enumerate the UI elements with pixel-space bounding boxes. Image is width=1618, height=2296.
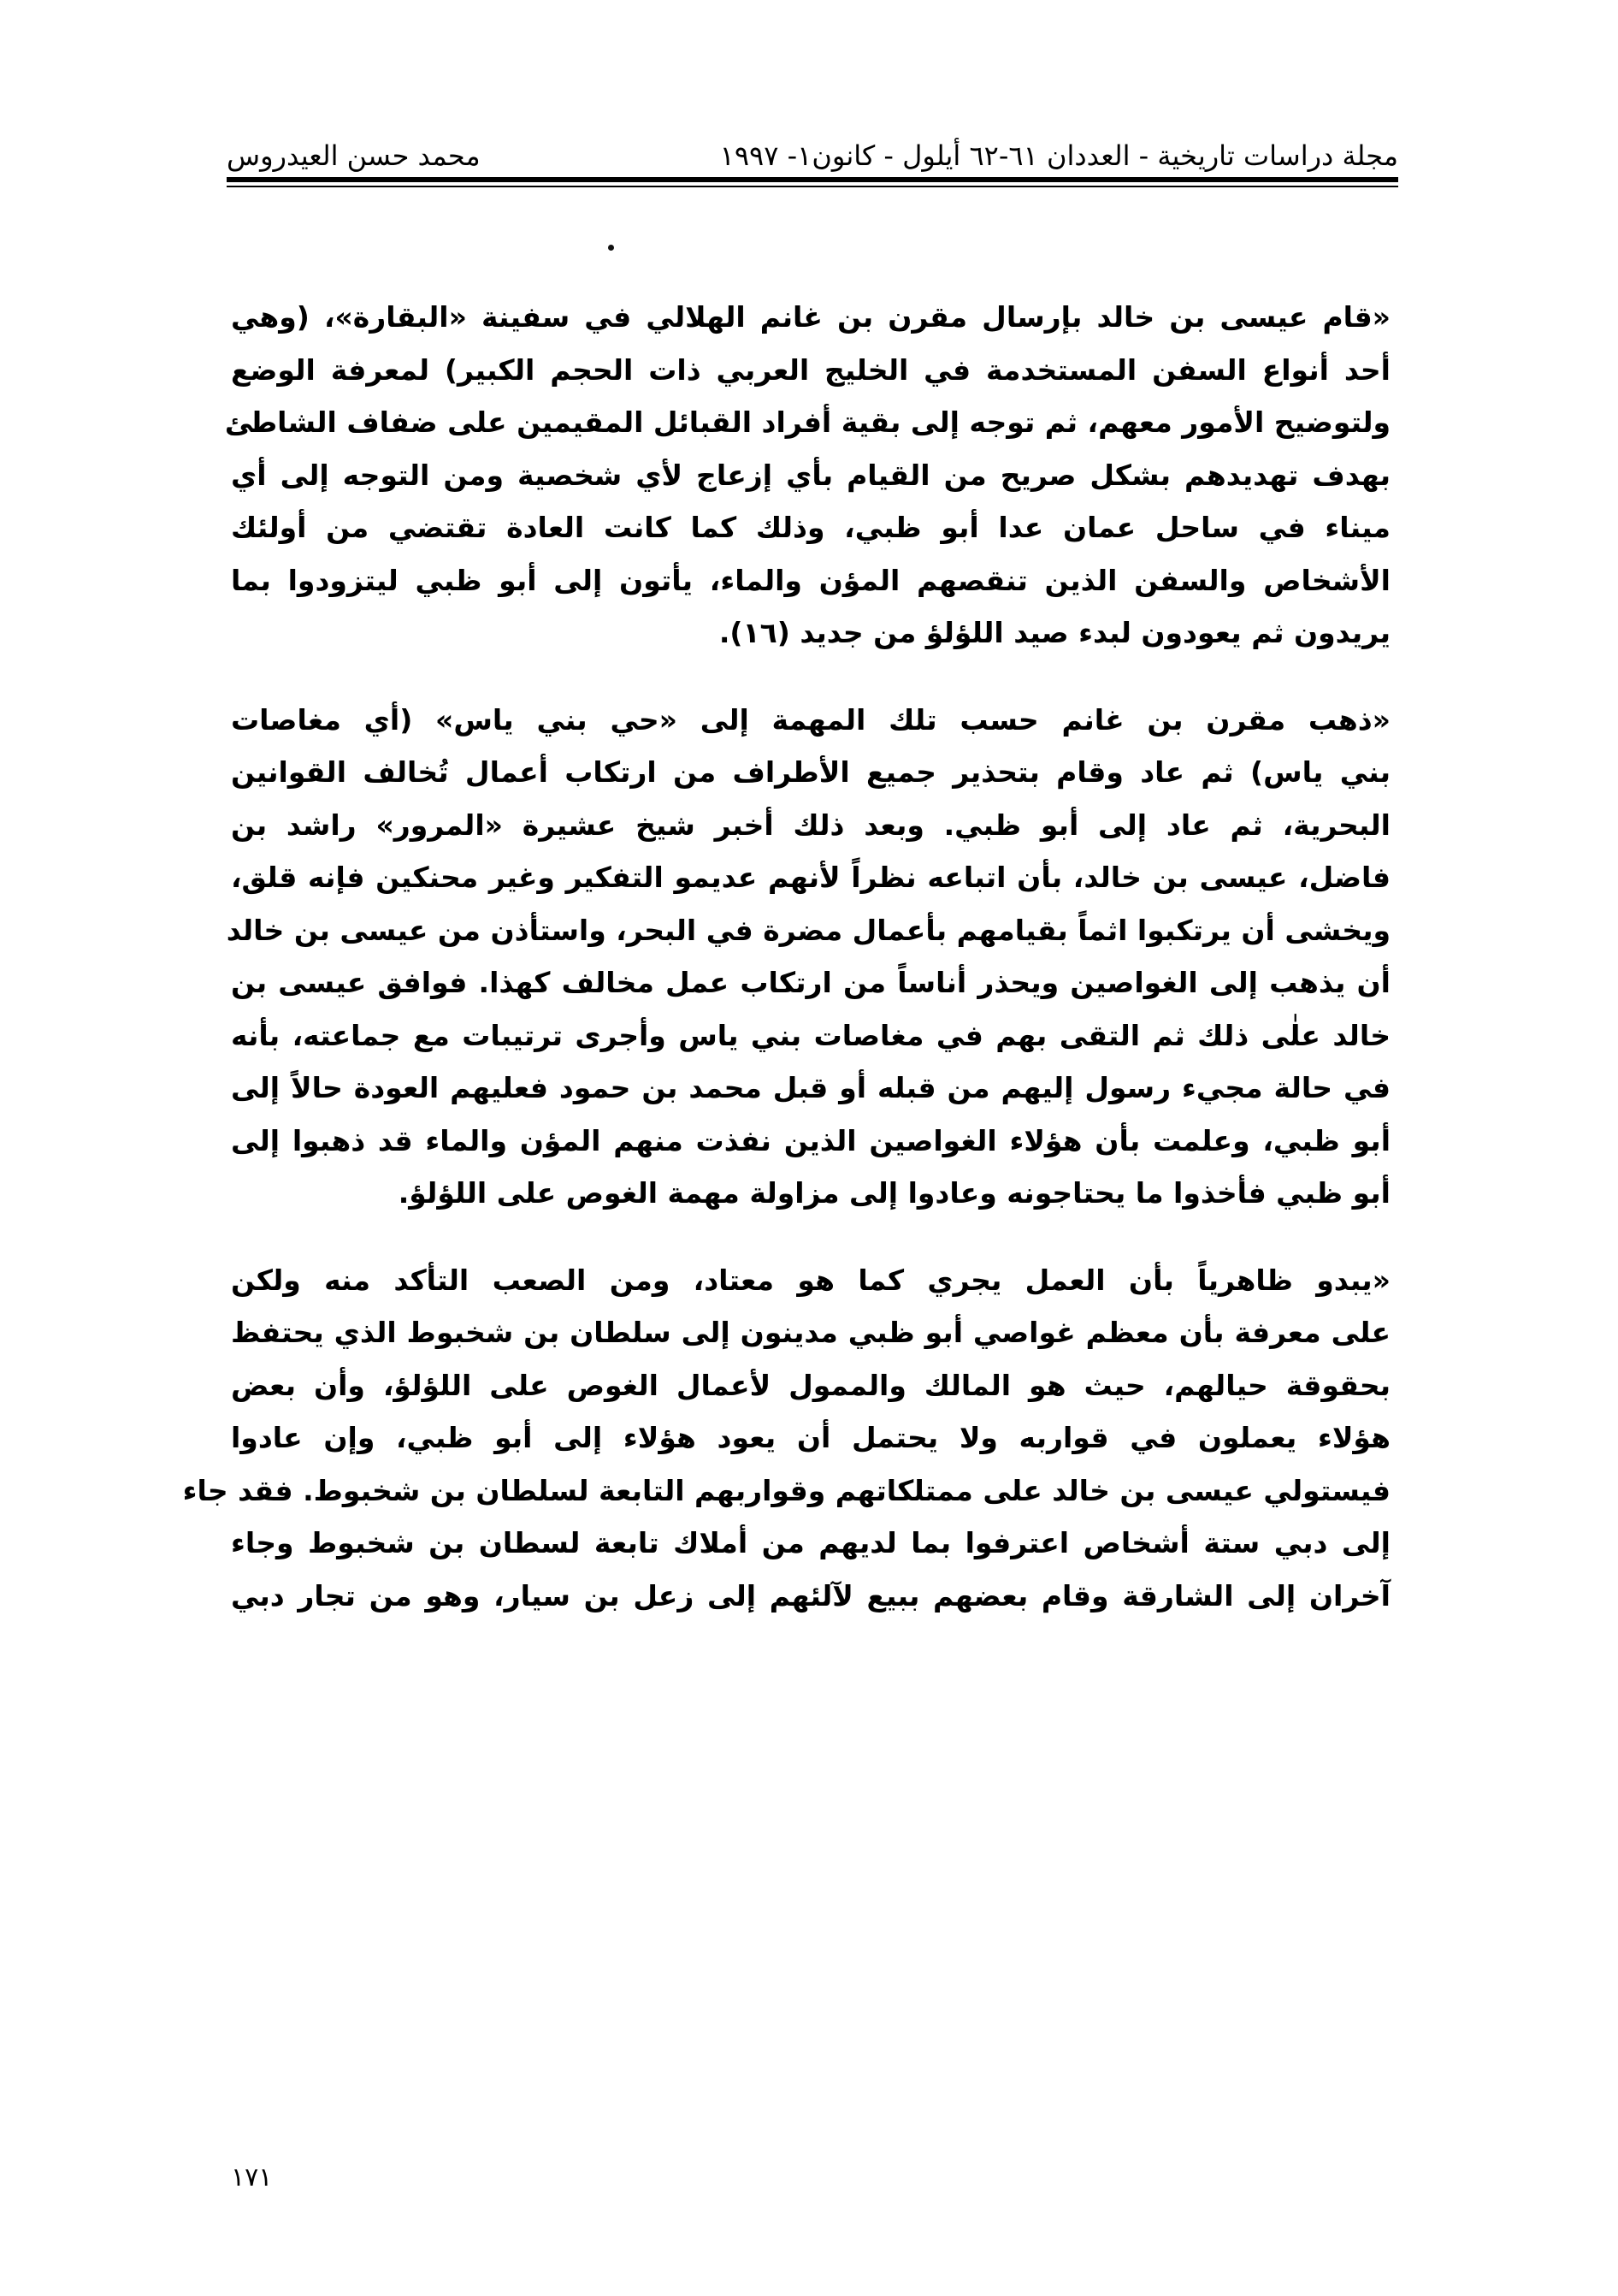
text-line: في حالة مجيء رسول إليهم من قبله أو قبل محمد بن حمود فعليهم العودة حالاً إلى (231, 1071, 1391, 1104)
text-line: آخران إلى الشارقة وقام بعضهم ببيع لآلئهم إلى زعل بن سيار، وهو من تجار دبي (231, 1578, 1391, 1613)
text-line: فيستولي عيسى بن خالد على ممتلكاتهم وقواربهم التابعة لسلطان بن شخبوط. فقد جاء (182, 1473, 1391, 1507)
text-line: ولتوضيح الأمور معهم، ثم توجه إلى بقية أفراد القبائل المقيمين على ضفاف الشاطئ (224, 405, 1391, 439)
text-line: يريدون ثم يعودون لبدء صيد اللؤلؤ من جديد (١٦). (718, 616, 1391, 649)
text-line: أبو ظبي فأخذوا ما يحتاجونه وعادوا إلى مزاولة مهمة الغوص على اللؤلؤ. (398, 1176, 1391, 1210)
text-line: «ذهب مقرن بن غانم حسب تلك المهمة إلى «حي بني ياس» (أي مغاصات (231, 702, 1391, 737)
paragraph-2 (226, 694, 1391, 1220)
article-author: محمد حسن العيدروس (227, 139, 481, 172)
scan-speck (608, 245, 614, 251)
text-line: أحد أنواع السفن المستخدمة في الخليج العربي ذات الحجم الكبير) لمعرفة الوضع (231, 352, 1391, 387)
text-line: بحقوقة حيالهم، حيث هو المالك والممول لأعمال الغوص على اللؤلؤ، وأن بعض (231, 1368, 1391, 1402)
text-line: البحرية، ثم عاد إلى أبو ظبي. وبعد ذلك أخبر شيخ عشيرة «المرور» راشد بن (231, 808, 1391, 842)
paragraph-3 (182, 1254, 1391, 1623)
text-line: أبو ظبي، وعلمت بأن هؤلاء الغواصين الذين نفذت منهم المؤن والماء قد ذهبوا إلى (231, 1123, 1391, 1157)
paragraph-1 (224, 291, 1391, 660)
text-line: إلى دبي ستة أشخاص اعترفوا بما لديهم من أملاك تابعة لسطان بن شخبوط وجاء (231, 1526, 1391, 1559)
page-number: ١٧١ (231, 2163, 273, 2192)
text-line: «قام عيسى بن خالد بإرسال مقرن بن غانم الهلالي في سفينة «البقارة»، (وهي (231, 300, 1391, 334)
text-line: ويخشى أن يرتكبوا اثماً بقيامهم بأعمال مضرة في البحر، واستأذن من عيسى بن خالد (226, 913, 1391, 947)
text-line: بهدف تهديدهم بشكل صريح من القيام بأي إزعاج لأي شخصية ومن التوجه إلى أي (231, 458, 1391, 492)
text-line: فاضل، عيسى بن خالد، بأن اتباعه نظراً لأنهم عديمو التفكير وغير محنكين فإنه قلق، (231, 861, 1391, 894)
header-rule-thin (227, 186, 1398, 187)
text-line: «يبدو ظاهرياً بأن العمل يجري كما هو معتاد، ومن الصعب التأكد منه ولكن (231, 1263, 1391, 1297)
text-line: ميناء في ساحل عمان عدا أبو ظبي، وذلك كما كانت العادة تقتضي من أولئك (231, 511, 1391, 544)
header-rule-thick (227, 177, 1398, 182)
article-body (182, 291, 1391, 1656)
running-header (227, 135, 1398, 190)
journal-title: مجلة دراسات تاريخية - العددان ٦١-٦٢ أيلول - كانون١- ١٩٩٧ (719, 139, 1398, 172)
text-line: بني ياس) ثم عاد وقام بتحذير جميع الأطراف من ارتكاب أعمال تُخالف القوانين (231, 755, 1391, 789)
text-line: أن يذهب إلى الغواصين ويحذر أناساً من ارتكاب عمل مخالف كهذا. فوافق عيسى بن (231, 966, 1391, 999)
text-line: على معرفة بأن معظم غواصي أبو ظبي مدينون إلى سلطان بن شخبوط الذي يحتفظ (231, 1316, 1391, 1349)
text-line: هؤلاء يعملون في قواربه ولا يحتمل أن يعود هؤلاء إلى أبو ظبي، وإن عادوا (231, 1421, 1391, 1454)
text-line: الأشخاص والسفن الذين تنقصهم المؤن والماء، يأتون إلى أبو ظبي ليتزودوا بما (231, 563, 1391, 597)
text-line: خالد علٰى ذلك ثم التقى بهم في مغاصات بني ياس وأجرى ترتيبات مع جماعته، بأنه (231, 1018, 1391, 1052)
